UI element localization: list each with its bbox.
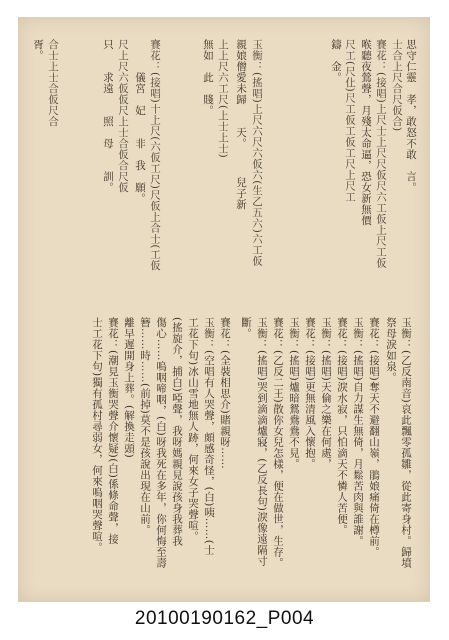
text-column: 喉聽夜鶯聲，月殘太命逼，恐女新無價 bbox=[360, 39, 372, 226]
text-column: 儀宮 妃 非 我 願。 bbox=[134, 39, 146, 204]
text-column: 簪……時……(前掉)莫不是孩說出現在山前。 bbox=[139, 317, 151, 536]
notation-column: 玉衡：(搖唱)上尺六尺六仮六(生乙五六)六工仮 bbox=[251, 39, 263, 267]
text-column: 離早遲開身上葬。(解換走頭) bbox=[123, 317, 135, 459]
text-column: 思守仁靈 孝，敢怒不敢 言。 bbox=[405, 39, 417, 193]
text-column: 士工花下句)獨有孤村尋弱女，何來嗚咽哭聲喧。 bbox=[91, 317, 103, 553]
text-column: 玉衡：(搖唱)哭到滴滴爐寢，(乙反長句)淚像遠隔寸 bbox=[256, 317, 268, 567]
text-column: 賽花：(乙反二王)散你女兒怎樣，便在做世，生存。 bbox=[272, 317, 284, 569]
text-column: 只 求遠 照 母 訓。 bbox=[102, 39, 114, 193]
notation-column: 士合上尺合尺仮合) bbox=[391, 39, 403, 132]
text-column: 賽花：(接唱)更無清風入懷抱。 bbox=[304, 317, 316, 470]
text-column: 玉衡：(空唱有人哭聲，頗感奇怪，(白)咦……(士 bbox=[203, 317, 215, 556]
notation-column: 尺工(尺仩)尺工仮工仮工尺上尺工 bbox=[344, 39, 356, 203]
notation-column: 賽花：(接唱)十上尺(六仮工尺)尺仮上合士(工仮 bbox=[149, 39, 161, 271]
text-column: 玉衡：(搖唱)天倫之樂在何處， bbox=[320, 317, 332, 470]
text-column: 賽花：(全裝相思介)賭親呀…… bbox=[219, 317, 231, 470]
scanned-page bbox=[18, 17, 430, 602]
text-column: 傷心……嗚咽啼咽，(白)呀我死在多年，你何悔至壽 bbox=[155, 317, 167, 569]
notation-column: 合士上士合仮尺合 bbox=[47, 39, 59, 127]
text-column: 胥。 bbox=[32, 39, 44, 61]
text-column: 賽花：(接唱)淚水寂，只怕滴天不憐人苦便。 bbox=[336, 317, 348, 536]
text-column: 祭母淚如泉。 bbox=[385, 317, 397, 383]
text-column: 鑄 金。 bbox=[330, 39, 342, 83]
text-column: 無如 此 賤。 bbox=[202, 39, 214, 116]
text-column: 賽花：(接唱)奪天不避翻山嶺，鵑娘痛倚在樽前。 bbox=[368, 317, 380, 558]
text-column: 玉衡：(搖唱)爐暗鴛鴦鴦不見。 bbox=[288, 317, 300, 470]
text-column: 賽花：(潮見玉衡哭聲介懷疑)(白)係條命聲，接 bbox=[107, 317, 119, 545]
image-caption: 20100190162_P004 bbox=[134, 608, 315, 629]
text-column: (搖旋介，捕白)啞聲，我呀媽親見說孩身我葬我 bbox=[171, 317, 183, 547]
text-column: 斷。 bbox=[240, 317, 252, 339]
notation-column: 尺上尺六仮仮尺上士合仮合尺仮 bbox=[117, 39, 129, 193]
text-column: 玉衡：(乙反南音)哀此飄零孤雛，從此寄身村。歸墳 bbox=[400, 317, 412, 569]
text-column: 親娘僧愛未歸 天。 兒子新 bbox=[235, 39, 247, 210]
text-column: 玉衡：(搖唱)自力謀生無倚，月鬆苦肉與誰謝。 bbox=[352, 317, 364, 547]
notation-column: 上上尺六工尺(上士上士) bbox=[217, 39, 229, 159]
notation-column: 賽花：(接唱)上尺士上尺尺仮尺六工仮上尺工仮 bbox=[375, 39, 387, 269]
text-column: 工花下句)冰山雪地無人跡，何來女子哭聲喧。 bbox=[187, 317, 199, 542]
